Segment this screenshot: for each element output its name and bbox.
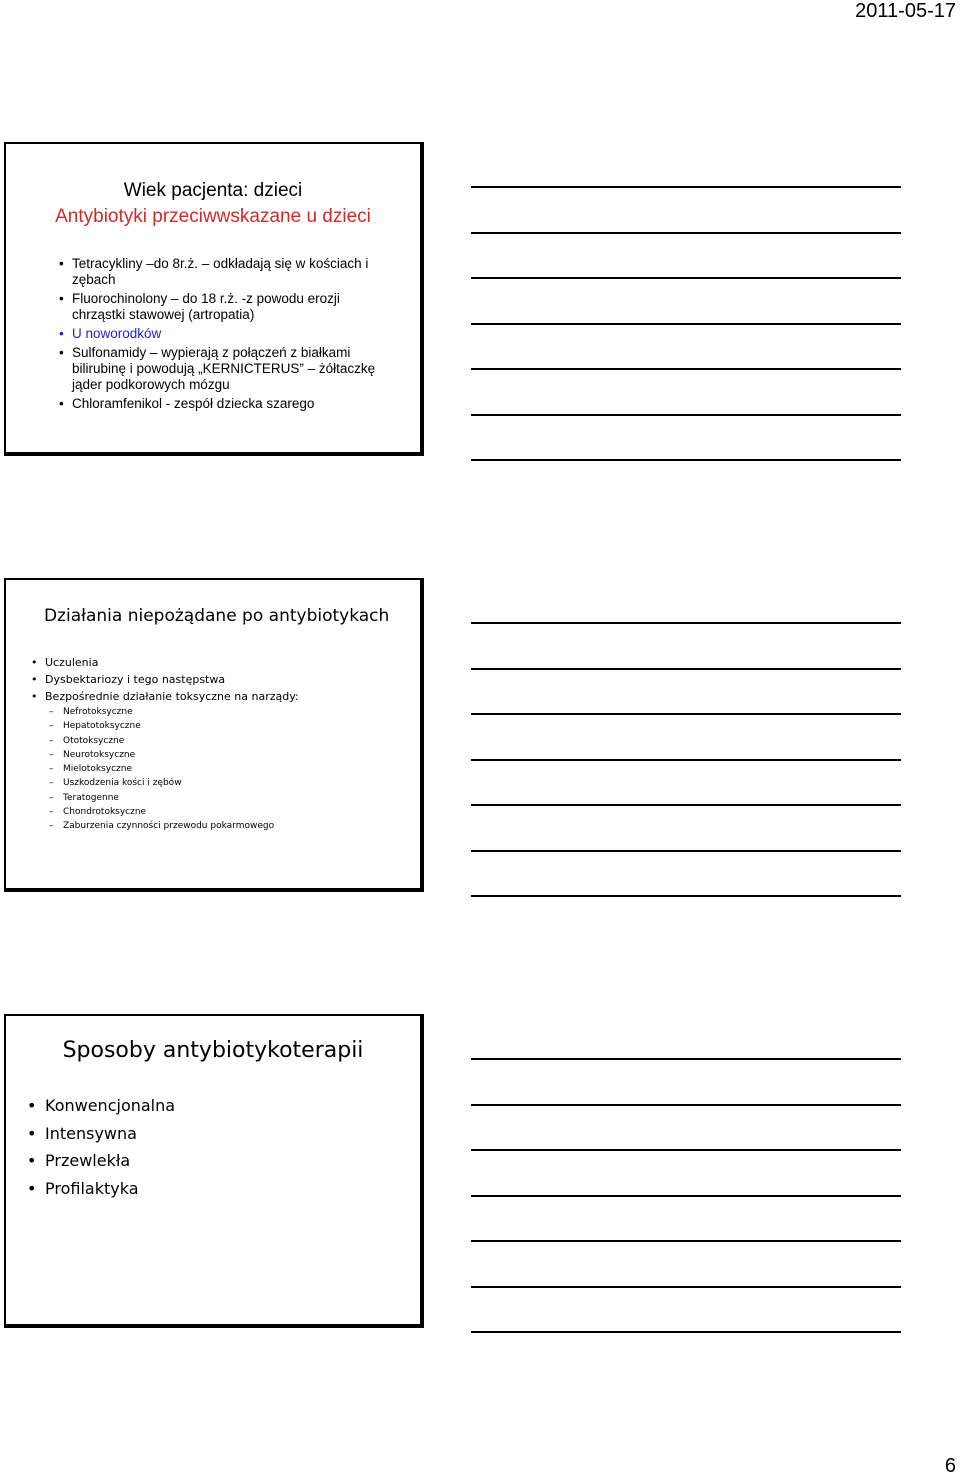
bullet-item: • Tetracykliny –do 8r.ż. – odkładają się w kościach i zębach	[72, 256, 396, 288]
sub-bullet-item: – Nefrotoksyczne	[63, 705, 410, 719]
note-line	[471, 759, 901, 761]
bullet-item: • Intensywna	[45, 1120, 175, 1148]
slide-1-bullet-list	[72, 256, 396, 415]
note-line	[471, 1104, 901, 1106]
note-line	[471, 850, 901, 852]
slide-2-title: Działania niepożądane po antybiotykach	[44, 606, 390, 626]
bullet-text: Bezpośrednie działanie toksyczne na narządy:	[45, 690, 299, 703]
note-line	[471, 1286, 901, 1288]
bullet-item: • Fluorochinolony – do 18 r.ż. -z powodu erozji chrząstki stawowej (artropatia)	[72, 291, 396, 323]
bullet-item: • Sulfonamidy – wypierają z połączeń z białkami bilirubinę i powodują „KERNICTERUS” – żółtaczkę jąder podkorowych mózgu	[72, 345, 396, 393]
note-line	[471, 368, 901, 370]
sub-bullet-item: – Neurotoksyczne	[63, 748, 410, 762]
note-line	[471, 1195, 901, 1197]
bullet-item: • Profilaktyka	[45, 1175, 175, 1203]
note-line	[471, 186, 901, 188]
sub-bullet-item: – Zaburzenia czynności przewodu pokarmowego	[63, 819, 410, 833]
slide-1-subtitle: Antybiotyki przeciwwskazane u dzieci	[55, 206, 371, 227]
note-line	[471, 323, 901, 325]
note-line	[471, 622, 901, 624]
note-line	[471, 1058, 901, 1060]
sub-bullet-item: – Teratogenne	[63, 791, 410, 805]
note-line	[471, 804, 901, 806]
note-line	[471, 414, 901, 416]
note-line	[471, 232, 901, 234]
bullet-item: • Przewlekła	[45, 1147, 175, 1175]
slide-1-title: Wiek pacjenta: dzieci	[123, 180, 303, 201]
bullet-item	[45, 688, 410, 834]
note-line	[471, 895, 901, 897]
sub-bullet-item: – Mielotoksyczne	[63, 762, 410, 776]
note-line	[471, 713, 901, 715]
sub-bullet-list	[63, 705, 410, 834]
sub-bullet-item: – Chondrotoksyczne	[63, 805, 410, 819]
slide-3-bullet-list	[45, 1092, 175, 1202]
sub-bullet-item: – Ototoksyczne	[63, 734, 410, 748]
bullet-item: • Chloramfenikol - zespół dziecka szarego	[72, 396, 396, 412]
bullet-item: • Dysbektariozy i tego następstwa	[45, 671, 410, 688]
note-line	[471, 1240, 901, 1242]
slide-3-title: Sposoby antybiotykoterapii	[62, 1038, 364, 1063]
print-date: 2011-05-17	[855, 0, 956, 22]
slide-1	[4, 142, 424, 456]
slide-3	[4, 1014, 424, 1328]
bullet-item: • Uczulenia	[45, 654, 410, 671]
slide-2-bullet-list	[45, 654, 410, 834]
bullet-item: • Konwencjonalna	[45, 1092, 175, 1120]
bullet-item: • U noworodków	[72, 326, 396, 342]
sub-bullet-item: – Uszkodzenia kości i zębów	[63, 776, 410, 790]
note-line	[471, 277, 901, 279]
page-number: 6	[944, 1455, 956, 1477]
note-line	[471, 668, 901, 670]
note-line	[471, 459, 901, 461]
note-line	[471, 1149, 901, 1151]
slide-2	[4, 578, 424, 892]
sub-bullet-item: – Hepatotoksyczne	[63, 719, 410, 733]
note-line	[471, 1331, 901, 1333]
